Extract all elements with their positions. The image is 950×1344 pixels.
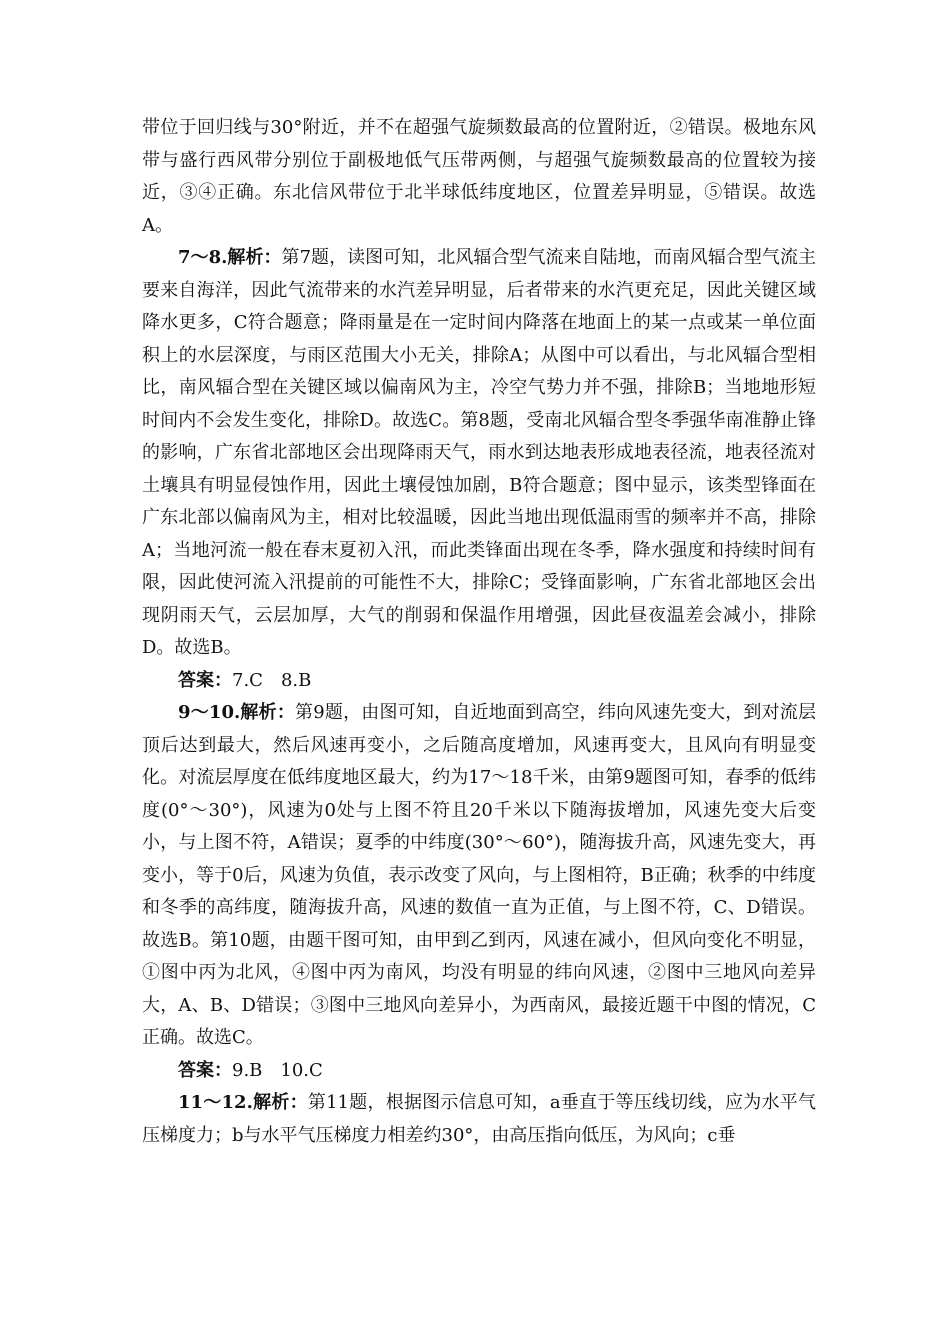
answer-label: 答案： [178,669,232,691]
paragraph-solution-11-12 [142,1087,816,1152]
solution-label: 9～10.解析： [178,702,296,723]
solution-label: 7～8.解析： [178,247,282,268]
answer-label: 答案： [178,1059,232,1081]
paragraph-continuation [142,112,816,242]
paragraph-solution-7-8 [142,242,816,665]
paragraph-answer-9-10 [142,1055,816,1088]
paragraph-answer-7-8 [142,665,816,698]
answer-text: 7.C 8.B [232,669,312,691]
answer-text: 9.B 10.C [232,1059,323,1081]
paragraph-text: 第7题，读图可知，北风辐合型气流来自陆地，而南风辐合型气流主要来自海洋，因此气流带来的水汽差异明显，后者带来的水汽更充足，因此关键区域降水更多，C符合题意；降雨量是在一定时间内降落在地面上的某一点或某一单位面积上的水层深度，与雨区范围大小无关，排除A；从图中可以看出，与北风辐合型相比，南风辐合型在关键区域以偏南风为主，冷空气势力并不强，排除B；当地地形短时间内不会发生变化，排除D。故选C。第8题，受南北风辐合型冬季强华南准静止锋的影响，广东省北部地区会出现降雨天气，雨水到达地表形成地表径流，地表径流对土壤具有明显侵蚀作用，因此土壤侵蚀加剧，B符合题意；图中显示，该类型锋面在广东北部以偏南风为主，相对比较温暖，因此当地出现低温雨雪的频率并不高，排除A；当地河流一般在春末夏初入汛，而此类锋面出现在冬季，降水强度和持续时间有限，因此使河流入汛提前的可能性不大，排除C；受锋面影响，广东省北部地区会出现阴雨天气，云层加厚，大气的削弱和保温作用增强，因此昼夜温差会减小，排除D。故选B。 [142,247,816,658]
paragraph-text: 第9题，由图可知，自近地面到高空，纬向风速先变大，到对流层顶后达到最大，然后风速再变小，之后随高度增加，风速再变大，且风向有明显变化。对流层厚度在低纬度地区最大，约为17～18千米，由第9题图可知，春季的低纬度(0°～30°)，风速为0处与上图不符且20千米以下随海拔增加，风速先变大后变小，与上图不符，A错误；夏季的中纬度(30°～60°)，随海拔升高，风速先变大，再变小，等于0后，风速为负值，表示改变了风向，与上图相符，B正确；秋季的中纬度和冬季的高纬度，随海拔升高，风速的数值一直为正值，与上图不符，C、D错误。故选B。第10题，由题干图可知，由甲到乙到丙，风速在减小，但风向变化不明显，①图中丙为北风，④图中丙为南风，均没有明显的纬向风速，②图中三地风向差异大，A、B、D错误；③图中三地风向差异小，为西南风，最接近题干中图的情况，C正确。故选C。 [142,702,817,1048]
paragraph-text: 带位于回归线与30°附近，并不在超强气旋频数最高的位置附近，②错误。极地东风带与盛行西风带分别位于副极地低气压带两侧，与超强气旋频数最高的位置较为接近，③④正确。东北信风带位于北半球低纬度地区，位置差异明显，⑤错误。故选A。 [142,117,816,236]
solution-label: 11～12.解析： [178,1092,308,1113]
paragraph-solution-9-10 [142,697,816,1055]
paragraph-text: 第11题，根据图示信息可知，a垂直于等压线切线，应为水平气压梯度力；b与水平气压梯度力相差约30°，由高压指向低压，为风向；c垂 [142,1092,816,1146]
